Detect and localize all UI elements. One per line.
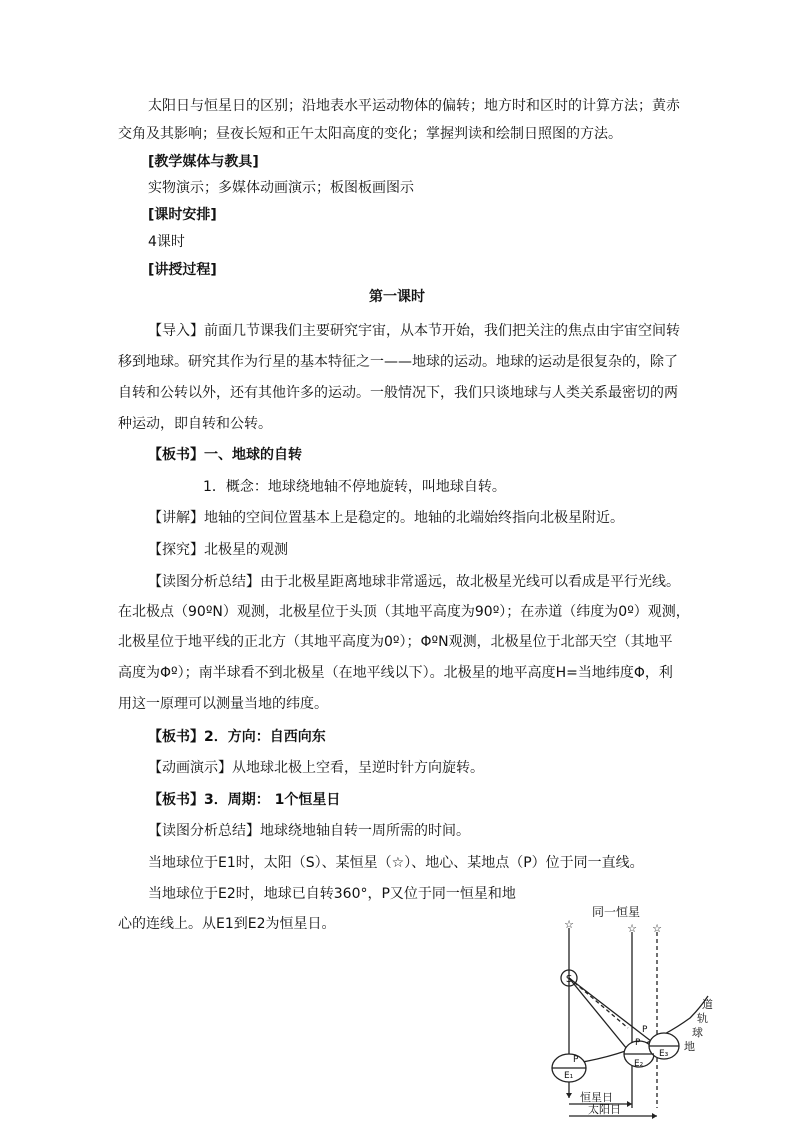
intro-line-1: 【导入】前面几节课我们主要研究宇宙，从本节开始，我们把关注的焦点由宇宙空间转 [148, 323, 680, 339]
intro-line-4: 种运动，即自转和公转。 [118, 416, 272, 432]
e1-text: 当地球位于E1时，太阳（S）、某恒星（☆）、地心、某地点（P）位于同一直线。 [148, 855, 644, 871]
p-label-e1: P [573, 1055, 579, 1065]
p-label-e2: P [635, 1038, 641, 1048]
objectives-line-2: 交角及其影响；昼夜长短和正午太阳高度的变化；掌握判读和绘制日照图的方法。 [118, 126, 622, 142]
concept-text: 1．概念：地球绕地轴不停地旋转，叫地球自转。 [203, 479, 506, 495]
orbit-char-3: 轨 [697, 1012, 708, 1025]
lesson-title: 第一课时 [369, 289, 425, 305]
sun-label: S [565, 974, 573, 985]
polaris-line-5: 用这一原理可以测量当地的纬度。 [118, 696, 328, 712]
board-rotation: 【板书】一、地球的自转 [148, 447, 302, 463]
solar-day-label: 太阳日 [588, 1103, 621, 1116]
board-direction: 【板书】2．方向：自西向东 [148, 729, 326, 745]
explain-text: 【讲解】地轴的空间位置基本上是稳定的。地轴的北端始终指向北极星附近。 [148, 510, 624, 526]
p-label-e3: P [642, 1025, 648, 1035]
solar-day-arrow [652, 1113, 657, 1119]
animation-text: 【动画演示】从地球北极上空看，呈逆时针方向旋转。 [148, 760, 484, 776]
heading-process: [讲授过程] [148, 262, 217, 278]
star-glyph-e2: ☆ [627, 922, 637, 935]
sun-ray-e3 [569, 978, 660, 1048]
sidereal-day-label: 恒星日 [580, 1091, 613, 1104]
schedule-text: 4课时 [148, 234, 185, 250]
intro-line-2: 移到地球。研究其作为行星的基本特征之一——地球的运动。地球的运动是很复杂的，除了 [118, 354, 678, 370]
e2-label: E₂ [634, 1059, 644, 1069]
star-glyph-e3: ☆ [652, 922, 662, 935]
polaris-line-1: 【读图分析总结】由于北极星距离地球非常遥远，故北极星光线可以看成是平行光线。 [148, 574, 680, 590]
e1-axis-arrow [566, 1093, 572, 1098]
e2-text-line-1: 当地球位于E2时，地球已自转360°，P又位于同一恒星和地 [148, 886, 516, 902]
polaris-line-4: 高度为Φº）；南半球看不到北极星（在地平线以下）。北极星的地平高度H=当地纬度Φ，利 [118, 665, 673, 681]
e2-text-line-2: 心的连线上。从E1到E2为恒星日。 [118, 916, 336, 932]
heading-schedule: [课时安排] [148, 207, 217, 223]
polaris-line-2: 在北极点（90ºN）观测，北极星位于头顶（其地平高度为90º）；在赤道（纬度为0º）观测， [118, 604, 690, 620]
board-period: 【板书】3．周期： 1个恒星日 [148, 792, 341, 808]
inquiry-text: 【探究】北极星的观测 [148, 542, 288, 558]
media-text: 实物演示；多媒体动画演示；板图板画图示 [148, 180, 414, 196]
orbit-char-4: 道 [702, 998, 713, 1011]
star-glyph-e1: ☆ [564, 918, 574, 931]
orbit-char-2: 球 [692, 1026, 703, 1039]
read-summary-text: 【读图分析总结】地球绕地轴自转一周所需的时间。 [148, 823, 470, 839]
e3-label: E₃ [659, 1049, 669, 1059]
intro-line-3: 自转和公转以外，还有其他许多的运动。一般情况下，我们只谈地球与人类关系最密切的两 [118, 385, 678, 401]
heading-media: [教学媒体与教具] [148, 154, 259, 170]
sidereal-solar-day-diagram [540, 898, 720, 1120]
e1-label: E₁ [564, 1071, 574, 1081]
sidereal-day-arrow [627, 1101, 632, 1107]
polaris-line-3: 北极星位于地平线的正北方（其地平高度为0º）；ΦºN观测，北极星位于北部天空（其地平 [118, 634, 673, 650]
orbit-char-1: 地 [684, 1040, 695, 1053]
objectives-line-1: 太阳日与恒星日的区别；沿地表水平运动物体的偏转；地方时和区时的计算方法；黄赤 [148, 98, 680, 114]
same-star-label: 同一恒星 [592, 905, 641, 919]
